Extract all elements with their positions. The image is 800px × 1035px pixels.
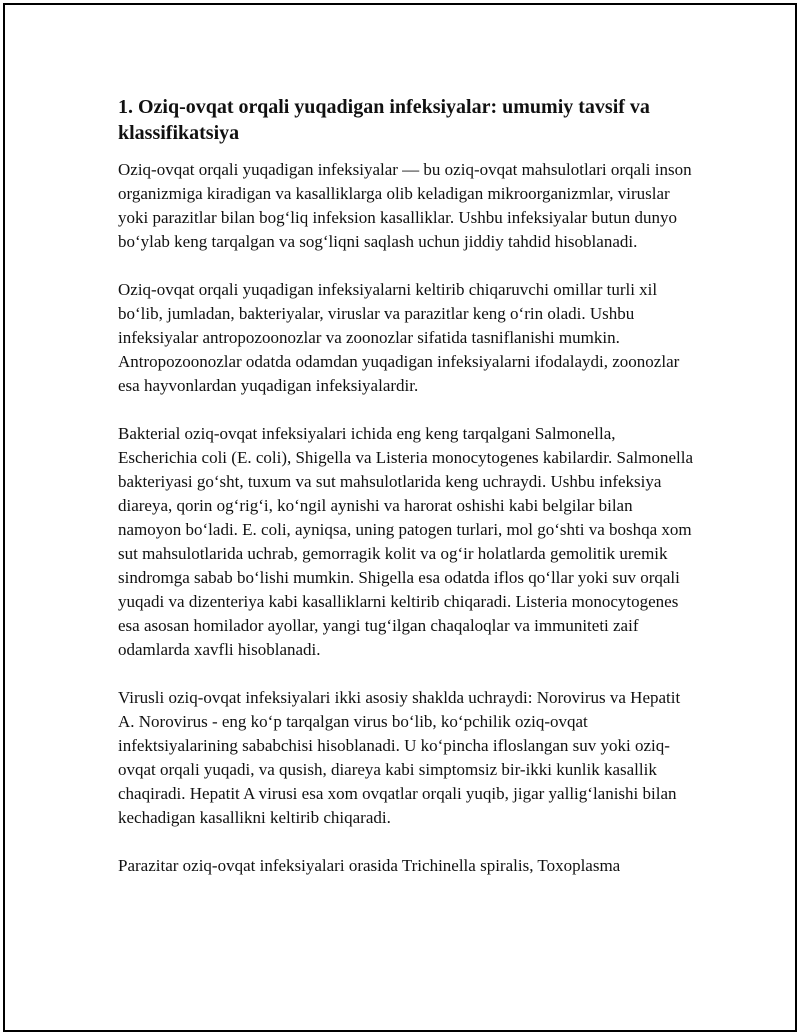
paragraph-parasitic: Parazitar oziq-ovqat infeksiyalari orasida Trichinella spiralis, Toxoplasma [118,856,621,875]
paragraph-bacterial: Bakterial oziq-ovqat infeksiyalari ichida eng keng tarqalgani Salmonella, Escherichia coli (E. coli), Shigella va Listeria monocytogenes kabilardir. Salmonella bakteriyasi go‘sht, tuxum va sut mahsulotlarida keng uchraydi. Ushbu infeksiya diareya, qorin og‘rig‘i, ko‘ngil aynishi va harorat oshishi kabi belgilar bilan namoyon bo‘ladi. E. coli, ayniqsa, uning patogen turlari, mol go‘shti va boshqa xom sut mahsulotlarida uchrab, gemorragik kolit va og‘ir holatlarda gemolitik uremik sindromga sabab bo‘lishi mumkin. Shigella esa odatda iflos qo‘llar yoki suv orqali yuqadi va dizenteriya kabi kasalliklarni keltirib chiqaradi. Listeria monocytogenes esa asosan homilador ayollar, yangi tug‘ilgan chaqaloqlar va immuniteti zaif odamlarda xavfli hisoblanadi. [118,424,693,659]
document-body [118,94,698,878]
paragraph-classification: Oziq-ovqat orqali yuqadigan infeksiyalarni keltirib chiqaruvchi omillar turli xil bo‘lib, jumladan, bakteriyalar, viruslar va parazitlar keng o‘rin oladi. Ushbu infeksiyalar antropozoonozlar va zoonozlar sifatida tasniflanishi mumkin. Antropozoonozlar odatda odamdan yuqadigan infeksiyalarni ifodalaydi, zoonozlar esa hayvonlardan yuqadigan infeksiyalardir. [118,280,680,395]
section-heading: 1. Oziq-ovqat orqali yuqadigan infeksiyalar: umumiy tavsif va klassifikatsiya [118,96,650,144]
paragraph-definition: Oziq-ovqat orqali yuqadigan infeksiyalar — bu oziq-ovqat mahsulotlari orqali inson organizmiga kiradigan va kasalliklarga olib keladigan mikroorganizmlar, viruslar yoki parazitlar bilan bog‘liq infeksion kasalliklar. Ushbu infeksiyalar butun dunyo bo‘ylab keng tarqalgan va sog‘liqni saqlash uchun jiddiy tahdid hisoblanadi. [118,160,692,251]
paragraph-viral: Virusli oziq-ovqat infeksiyalari ikki asosiy shaklda uchraydi: Norovirus va Hepatit A. Norovirus - eng ko‘p tarqalgan virus bo‘lib, ko‘pchilik oziq-ovqat infektsiyalarining sababchisi hisoblanadi. U ko‘pincha ifloslangan suv yoki oziq-ovqat orqali yuqadi, va qusish, diareya kabi simptomsiz bir-ikki kunlik kasallik chaqiradi. Hepatit A virusi esa xom ovqatlar orqali yuqib, jigar yallig‘lanishi bilan kechadigan kasallikni keltirib chiqaradi. [118,688,681,827]
